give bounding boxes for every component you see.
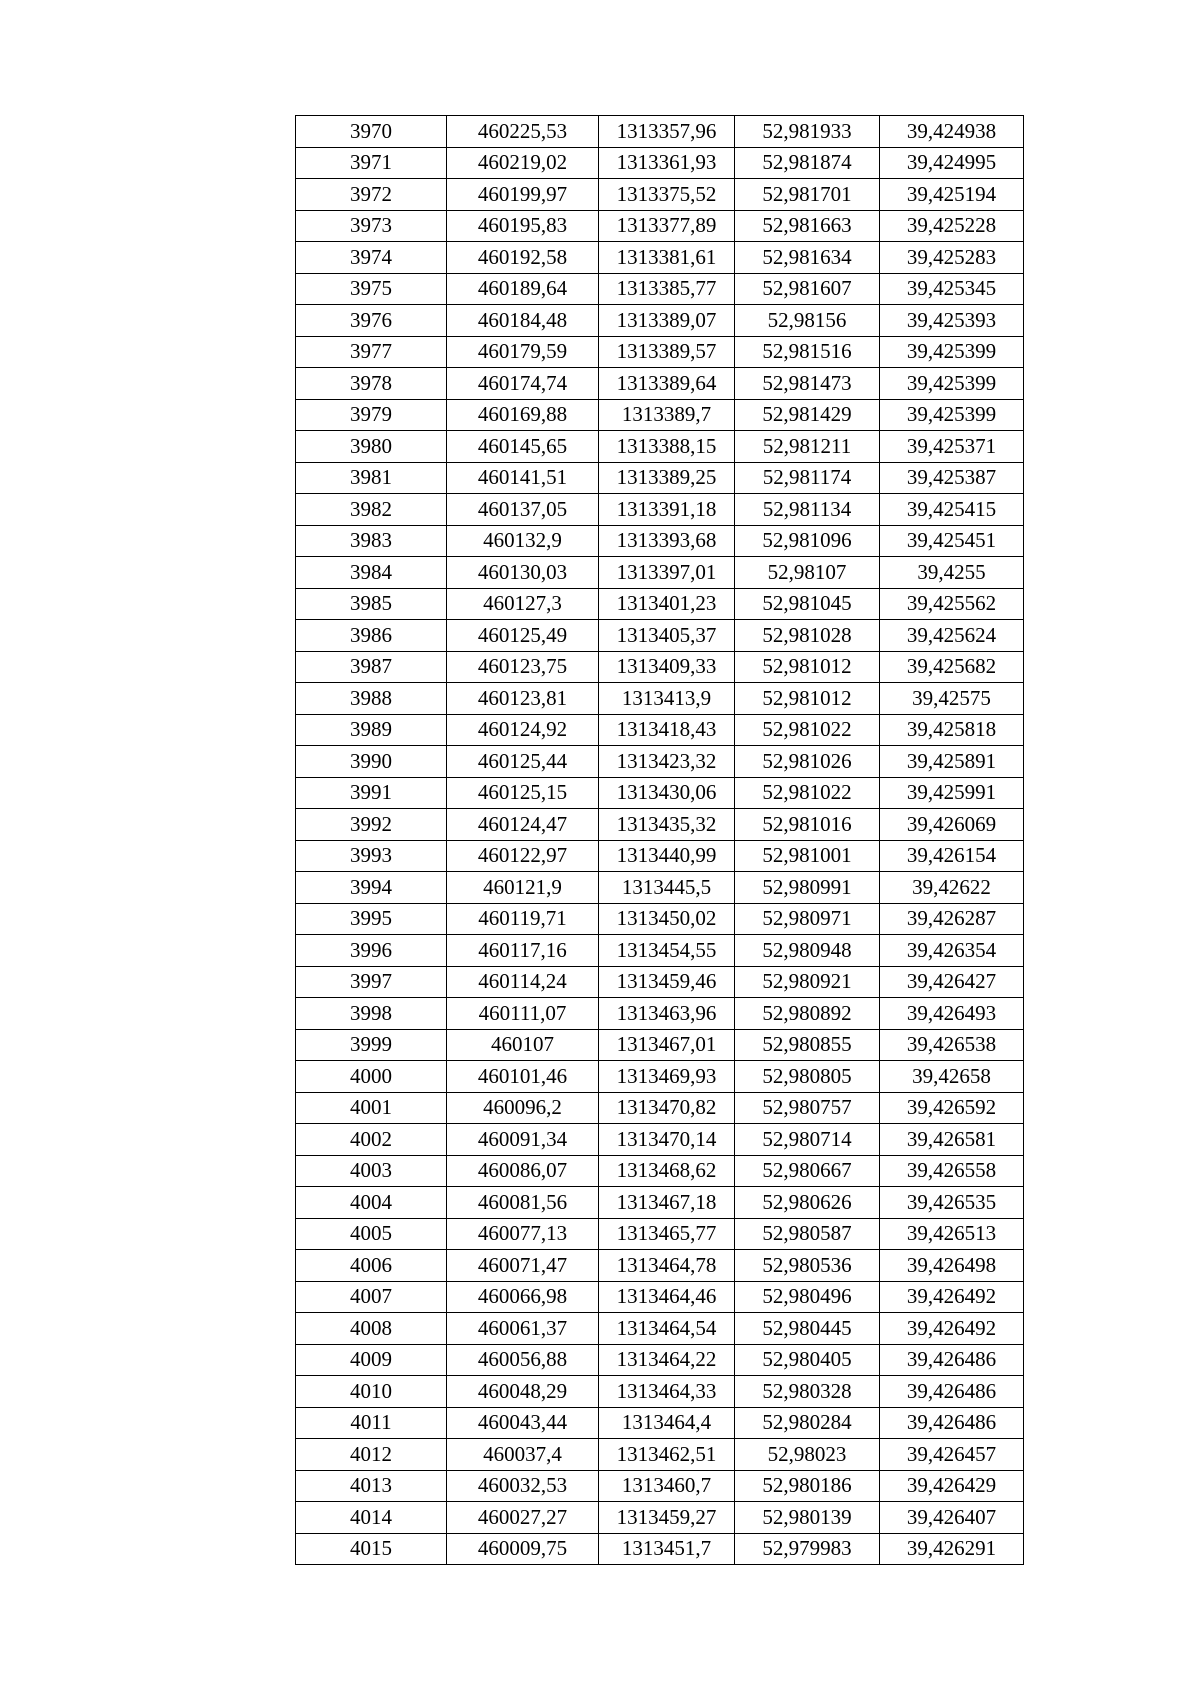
table-row	[296, 399, 1024, 431]
point-number-cell: 3978	[296, 368, 447, 400]
y-coordinate-cell: 1313450,02	[599, 903, 735, 935]
longitude-cell: 39,426492	[880, 1313, 1024, 1345]
y-coordinate-cell: 1313377,89	[599, 210, 735, 242]
longitude-cell: 39,426558	[880, 1155, 1024, 1187]
x-coordinate-cell: 460119,71	[447, 903, 599, 935]
table-row	[296, 651, 1024, 683]
longitude-cell: 39,425371	[880, 431, 1024, 463]
point-number-cell: 4009	[296, 1344, 447, 1376]
table-row	[296, 210, 1024, 242]
point-number-cell: 3984	[296, 557, 447, 589]
x-coordinate-cell: 460195,83	[447, 210, 599, 242]
x-coordinate-cell: 460199,97	[447, 179, 599, 211]
latitude-cell: 52,981134	[735, 494, 880, 526]
longitude-cell: 39,425682	[880, 651, 1024, 683]
longitude-cell: 39,425345	[880, 273, 1024, 305]
latitude-cell: 52,981174	[735, 462, 880, 494]
table-row	[296, 1092, 1024, 1124]
x-coordinate-cell: 460121,9	[447, 872, 599, 904]
table-row	[296, 588, 1024, 620]
x-coordinate-cell: 460056,88	[447, 1344, 599, 1376]
y-coordinate-cell: 1313464,22	[599, 1344, 735, 1376]
y-coordinate-cell: 1313464,78	[599, 1250, 735, 1282]
y-coordinate-cell: 1313389,07	[599, 305, 735, 337]
point-number-cell: 3983	[296, 525, 447, 557]
y-coordinate-cell: 1313389,57	[599, 336, 735, 368]
x-coordinate-cell: 460043,44	[447, 1407, 599, 1439]
table-row	[296, 935, 1024, 967]
y-coordinate-cell: 1313389,25	[599, 462, 735, 494]
point-number-cell: 4000	[296, 1061, 447, 1093]
y-coordinate-cell: 1313418,43	[599, 714, 735, 746]
table-row	[296, 305, 1024, 337]
longitude-cell: 39,426592	[880, 1092, 1024, 1124]
latitude-cell: 52,980714	[735, 1124, 880, 1156]
point-number-cell: 3977	[296, 336, 447, 368]
longitude-cell: 39,42575	[880, 683, 1024, 715]
x-coordinate-cell: 460009,75	[447, 1533, 599, 1565]
latitude-cell: 52,981016	[735, 809, 880, 841]
x-coordinate-cell: 460192,58	[447, 242, 599, 274]
latitude-cell: 52,980948	[735, 935, 880, 967]
latitude-cell: 52,980186	[735, 1470, 880, 1502]
latitude-cell: 52,981933	[735, 116, 880, 148]
latitude-cell: 52,981001	[735, 840, 880, 872]
table-row	[296, 998, 1024, 1030]
point-number-cell: 3972	[296, 179, 447, 211]
y-coordinate-cell: 1313401,23	[599, 588, 735, 620]
x-coordinate-cell: 460184,48	[447, 305, 599, 337]
longitude-cell: 39,426154	[880, 840, 1024, 872]
y-coordinate-cell: 1313462,51	[599, 1439, 735, 1471]
longitude-cell: 39,42658	[880, 1061, 1024, 1093]
table-row	[296, 179, 1024, 211]
x-coordinate-cell: 460174,74	[447, 368, 599, 400]
table-row	[296, 1470, 1024, 1502]
table-row	[296, 1376, 1024, 1408]
longitude-cell: 39,425283	[880, 242, 1024, 274]
longitude-cell: 39,425891	[880, 746, 1024, 778]
y-coordinate-cell: 1313459,27	[599, 1502, 735, 1534]
y-coordinate-cell: 1313459,46	[599, 966, 735, 998]
point-number-cell: 3992	[296, 809, 447, 841]
longitude-cell: 39,426492	[880, 1281, 1024, 1313]
longitude-cell: 39,426535	[880, 1187, 1024, 1219]
y-coordinate-cell: 1313470,14	[599, 1124, 735, 1156]
point-number-cell: 4013	[296, 1470, 447, 1502]
y-coordinate-cell: 1313388,15	[599, 431, 735, 463]
longitude-cell: 39,426498	[880, 1250, 1024, 1282]
table-row	[296, 431, 1024, 463]
point-number-cell: 3999	[296, 1029, 447, 1061]
x-coordinate-cell: 460032,53	[447, 1470, 599, 1502]
point-number-cell: 3990	[296, 746, 447, 778]
longitude-cell: 39,425991	[880, 777, 1024, 809]
latitude-cell: 52,980405	[735, 1344, 880, 1376]
longitude-cell: 39,425399	[880, 336, 1024, 368]
table-row	[296, 1439, 1024, 1471]
table-row	[296, 116, 1024, 148]
y-coordinate-cell: 1313460,7	[599, 1470, 735, 1502]
latitude-cell: 52,981045	[735, 588, 880, 620]
x-coordinate-cell: 460141,51	[447, 462, 599, 494]
point-number-cell: 3995	[296, 903, 447, 935]
point-number-cell: 3986	[296, 620, 447, 652]
longitude-cell: 39,425624	[880, 620, 1024, 652]
latitude-cell: 52,980757	[735, 1092, 880, 1124]
x-coordinate-cell: 460145,65	[447, 431, 599, 463]
table-row	[296, 494, 1024, 526]
table-row	[296, 620, 1024, 652]
point-number-cell: 4004	[296, 1187, 447, 1219]
point-number-cell: 3993	[296, 840, 447, 872]
longitude-cell: 39,426291	[880, 1533, 1024, 1565]
table-row	[296, 147, 1024, 179]
table-row	[296, 336, 1024, 368]
x-coordinate-cell: 460189,64	[447, 273, 599, 305]
point-number-cell: 3988	[296, 683, 447, 715]
table-row	[296, 840, 1024, 872]
longitude-cell: 39,426538	[880, 1029, 1024, 1061]
x-coordinate-cell: 460123,81	[447, 683, 599, 715]
longitude-cell: 39,42622	[880, 872, 1024, 904]
longitude-cell: 39,424938	[880, 116, 1024, 148]
table-row	[296, 714, 1024, 746]
latitude-cell: 52,980971	[735, 903, 880, 935]
x-coordinate-cell: 460124,47	[447, 809, 599, 841]
latitude-cell: 52,981012	[735, 651, 880, 683]
coordinates-table	[295, 115, 1024, 1565]
longitude-cell: 39,426354	[880, 935, 1024, 967]
table-row	[296, 1155, 1024, 1187]
longitude-cell: 39,425228	[880, 210, 1024, 242]
latitude-cell: 52,980805	[735, 1061, 880, 1093]
longitude-cell: 39,425415	[880, 494, 1024, 526]
y-coordinate-cell: 1313464,54	[599, 1313, 735, 1345]
y-coordinate-cell: 1313357,96	[599, 116, 735, 148]
point-number-cell: 4010	[296, 1376, 447, 1408]
longitude-cell: 39,426069	[880, 809, 1024, 841]
latitude-cell: 52,981701	[735, 179, 880, 211]
y-coordinate-cell: 1313375,52	[599, 179, 735, 211]
latitude-cell: 52,979983	[735, 1533, 880, 1565]
x-coordinate-cell: 460071,47	[447, 1250, 599, 1282]
point-number-cell: 4003	[296, 1155, 447, 1187]
point-number-cell: 3974	[296, 242, 447, 274]
x-coordinate-cell: 460125,44	[447, 746, 599, 778]
longitude-cell: 39,426581	[880, 1124, 1024, 1156]
latitude-cell: 52,980445	[735, 1313, 880, 1345]
x-coordinate-cell: 460077,13	[447, 1218, 599, 1250]
latitude-cell: 52,981211	[735, 431, 880, 463]
y-coordinate-cell: 1313391,18	[599, 494, 735, 526]
x-coordinate-cell: 460169,88	[447, 399, 599, 431]
point-number-cell: 4015	[296, 1533, 447, 1565]
x-coordinate-cell: 460081,56	[447, 1187, 599, 1219]
latitude-cell: 52,981028	[735, 620, 880, 652]
y-coordinate-cell: 1313467,01	[599, 1029, 735, 1061]
table-row	[296, 809, 1024, 841]
table-row	[296, 273, 1024, 305]
latitude-cell: 52,981429	[735, 399, 880, 431]
x-coordinate-cell: 460066,98	[447, 1281, 599, 1313]
x-coordinate-cell: 460096,2	[447, 1092, 599, 1124]
point-number-cell: 3982	[296, 494, 447, 526]
point-number-cell: 4014	[296, 1502, 447, 1534]
x-coordinate-cell: 460107	[447, 1029, 599, 1061]
x-coordinate-cell: 460137,05	[447, 494, 599, 526]
table-row	[296, 242, 1024, 274]
y-coordinate-cell: 1313361,93	[599, 147, 735, 179]
y-coordinate-cell: 1313463,96	[599, 998, 735, 1030]
y-coordinate-cell: 1313440,99	[599, 840, 735, 872]
x-coordinate-cell: 460225,53	[447, 116, 599, 148]
longitude-cell: 39,426457	[880, 1439, 1024, 1471]
y-coordinate-cell: 1313385,77	[599, 273, 735, 305]
x-coordinate-cell: 460122,97	[447, 840, 599, 872]
point-number-cell: 3981	[296, 462, 447, 494]
point-number-cell: 4011	[296, 1407, 447, 1439]
latitude-cell: 52,981022	[735, 777, 880, 809]
y-coordinate-cell: 1313470,82	[599, 1092, 735, 1124]
table-row	[296, 462, 1024, 494]
y-coordinate-cell: 1313445,5	[599, 872, 735, 904]
latitude-cell: 52,980892	[735, 998, 880, 1030]
x-coordinate-cell: 460101,46	[447, 1061, 599, 1093]
latitude-cell: 52,980991	[735, 872, 880, 904]
longitude-cell: 39,426427	[880, 966, 1024, 998]
y-coordinate-cell: 1313409,33	[599, 651, 735, 683]
latitude-cell: 52,980626	[735, 1187, 880, 1219]
y-coordinate-cell: 1313413,9	[599, 683, 735, 715]
y-coordinate-cell: 1313454,55	[599, 935, 735, 967]
table-row	[296, 1344, 1024, 1376]
table-row	[296, 1250, 1024, 1282]
longitude-cell: 39,425399	[880, 399, 1024, 431]
latitude-cell: 52,980536	[735, 1250, 880, 1282]
point-number-cell: 3991	[296, 777, 447, 809]
point-number-cell: 4006	[296, 1250, 447, 1282]
longitude-cell: 39,425399	[880, 368, 1024, 400]
table-row	[296, 966, 1024, 998]
latitude-cell: 52,981874	[735, 147, 880, 179]
table-row	[296, 1313, 1024, 1345]
table-row	[296, 683, 1024, 715]
latitude-cell: 52,980667	[735, 1155, 880, 1187]
table-row	[296, 1533, 1024, 1565]
y-coordinate-cell: 1313423,32	[599, 746, 735, 778]
table-row	[296, 1218, 1024, 1250]
point-number-cell: 4008	[296, 1313, 447, 1345]
table-row	[296, 368, 1024, 400]
latitude-cell: 52,980139	[735, 1502, 880, 1534]
point-number-cell: 3994	[296, 872, 447, 904]
point-number-cell: 4007	[296, 1281, 447, 1313]
table-row	[296, 1281, 1024, 1313]
point-number-cell: 4001	[296, 1092, 447, 1124]
latitude-cell: 52,981634	[735, 242, 880, 274]
point-number-cell: 3998	[296, 998, 447, 1030]
latitude-cell: 52,981026	[735, 746, 880, 778]
longitude-cell: 39,4255	[880, 557, 1024, 589]
longitude-cell: 39,425387	[880, 462, 1024, 494]
longitude-cell: 39,425562	[880, 588, 1024, 620]
y-coordinate-cell: 1313435,32	[599, 809, 735, 841]
point-number-cell: 3976	[296, 305, 447, 337]
y-coordinate-cell: 1313430,06	[599, 777, 735, 809]
x-coordinate-cell: 460124,92	[447, 714, 599, 746]
latitude-cell: 52,980496	[735, 1281, 880, 1313]
longitude-cell: 39,424995	[880, 147, 1024, 179]
y-coordinate-cell: 1313464,4	[599, 1407, 735, 1439]
y-coordinate-cell: 1313393,68	[599, 525, 735, 557]
x-coordinate-cell: 460086,07	[447, 1155, 599, 1187]
x-coordinate-cell: 460123,75	[447, 651, 599, 683]
table-row	[296, 872, 1024, 904]
x-coordinate-cell: 460091,34	[447, 1124, 599, 1156]
coordinates-table-body	[296, 116, 1024, 1565]
point-number-cell: 3973	[296, 210, 447, 242]
y-coordinate-cell: 1313464,46	[599, 1281, 735, 1313]
table-row	[296, 777, 1024, 809]
x-coordinate-cell: 460219,02	[447, 147, 599, 179]
longitude-cell: 39,426407	[880, 1502, 1024, 1534]
y-coordinate-cell: 1313465,77	[599, 1218, 735, 1250]
y-coordinate-cell: 1313397,01	[599, 557, 735, 589]
y-coordinate-cell: 1313467,18	[599, 1187, 735, 1219]
longitude-cell: 39,425451	[880, 525, 1024, 557]
point-number-cell: 3980	[296, 431, 447, 463]
longitude-cell: 39,426493	[880, 998, 1024, 1030]
table-row	[296, 1061, 1024, 1093]
x-coordinate-cell: 460125,49	[447, 620, 599, 652]
point-number-cell: 3989	[296, 714, 447, 746]
table-row	[296, 903, 1024, 935]
point-number-cell: 4012	[296, 1439, 447, 1471]
longitude-cell: 39,426429	[880, 1470, 1024, 1502]
longitude-cell: 39,426486	[880, 1376, 1024, 1408]
y-coordinate-cell: 1313389,64	[599, 368, 735, 400]
latitude-cell: 52,98107	[735, 557, 880, 589]
latitude-cell: 52,980855	[735, 1029, 880, 1061]
longitude-cell: 39,425818	[880, 714, 1024, 746]
point-number-cell: 3996	[296, 935, 447, 967]
latitude-cell: 52,981096	[735, 525, 880, 557]
x-coordinate-cell: 460127,3	[447, 588, 599, 620]
point-number-cell: 3970	[296, 116, 447, 148]
x-coordinate-cell: 460117,16	[447, 935, 599, 967]
longitude-cell: 39,425194	[880, 179, 1024, 211]
latitude-cell: 52,981473	[735, 368, 880, 400]
table-row	[296, 1187, 1024, 1219]
latitude-cell: 52,980921	[735, 966, 880, 998]
longitude-cell: 39,426287	[880, 903, 1024, 935]
point-number-cell: 3971	[296, 147, 447, 179]
latitude-cell: 52,981022	[735, 714, 880, 746]
x-coordinate-cell: 460179,59	[447, 336, 599, 368]
x-coordinate-cell: 460048,29	[447, 1376, 599, 1408]
point-number-cell: 4002	[296, 1124, 447, 1156]
y-coordinate-cell: 1313469,93	[599, 1061, 735, 1093]
latitude-cell: 52,98023	[735, 1439, 880, 1471]
longitude-cell: 39,426486	[880, 1407, 1024, 1439]
latitude-cell: 52,980587	[735, 1218, 880, 1250]
point-number-cell: 3985	[296, 588, 447, 620]
x-coordinate-cell: 460027,27	[447, 1502, 599, 1534]
x-coordinate-cell: 460061,37	[447, 1313, 599, 1345]
x-coordinate-cell: 460130,03	[447, 557, 599, 589]
table-row	[296, 557, 1024, 589]
y-coordinate-cell: 1313464,33	[599, 1376, 735, 1408]
y-coordinate-cell: 1313405,37	[599, 620, 735, 652]
point-number-cell: 3975	[296, 273, 447, 305]
table-row	[296, 1124, 1024, 1156]
y-coordinate-cell: 1313468,62	[599, 1155, 735, 1187]
x-coordinate-cell: 460132,9	[447, 525, 599, 557]
longitude-cell: 39,426513	[880, 1218, 1024, 1250]
longitude-cell: 39,426486	[880, 1344, 1024, 1376]
latitude-cell: 52,981012	[735, 683, 880, 715]
point-number-cell: 4005	[296, 1218, 447, 1250]
y-coordinate-cell: 1313451,7	[599, 1533, 735, 1565]
x-coordinate-cell: 460037,4	[447, 1439, 599, 1471]
table-row	[296, 746, 1024, 778]
table-row	[296, 1029, 1024, 1061]
x-coordinate-cell: 460125,15	[447, 777, 599, 809]
latitude-cell: 52,980284	[735, 1407, 880, 1439]
y-coordinate-cell: 1313381,61	[599, 242, 735, 274]
latitude-cell: 52,980328	[735, 1376, 880, 1408]
x-coordinate-cell: 460111,07	[447, 998, 599, 1030]
y-coordinate-cell: 1313389,7	[599, 399, 735, 431]
latitude-cell: 52,981607	[735, 273, 880, 305]
longitude-cell: 39,425393	[880, 305, 1024, 337]
latitude-cell: 52,981663	[735, 210, 880, 242]
x-coordinate-cell: 460114,24	[447, 966, 599, 998]
point-number-cell: 3979	[296, 399, 447, 431]
point-number-cell: 3987	[296, 651, 447, 683]
table-row	[296, 1407, 1024, 1439]
point-number-cell: 3997	[296, 966, 447, 998]
latitude-cell: 52,981516	[735, 336, 880, 368]
latitude-cell: 52,98156	[735, 305, 880, 337]
table-row	[296, 1502, 1024, 1534]
table-row	[296, 525, 1024, 557]
